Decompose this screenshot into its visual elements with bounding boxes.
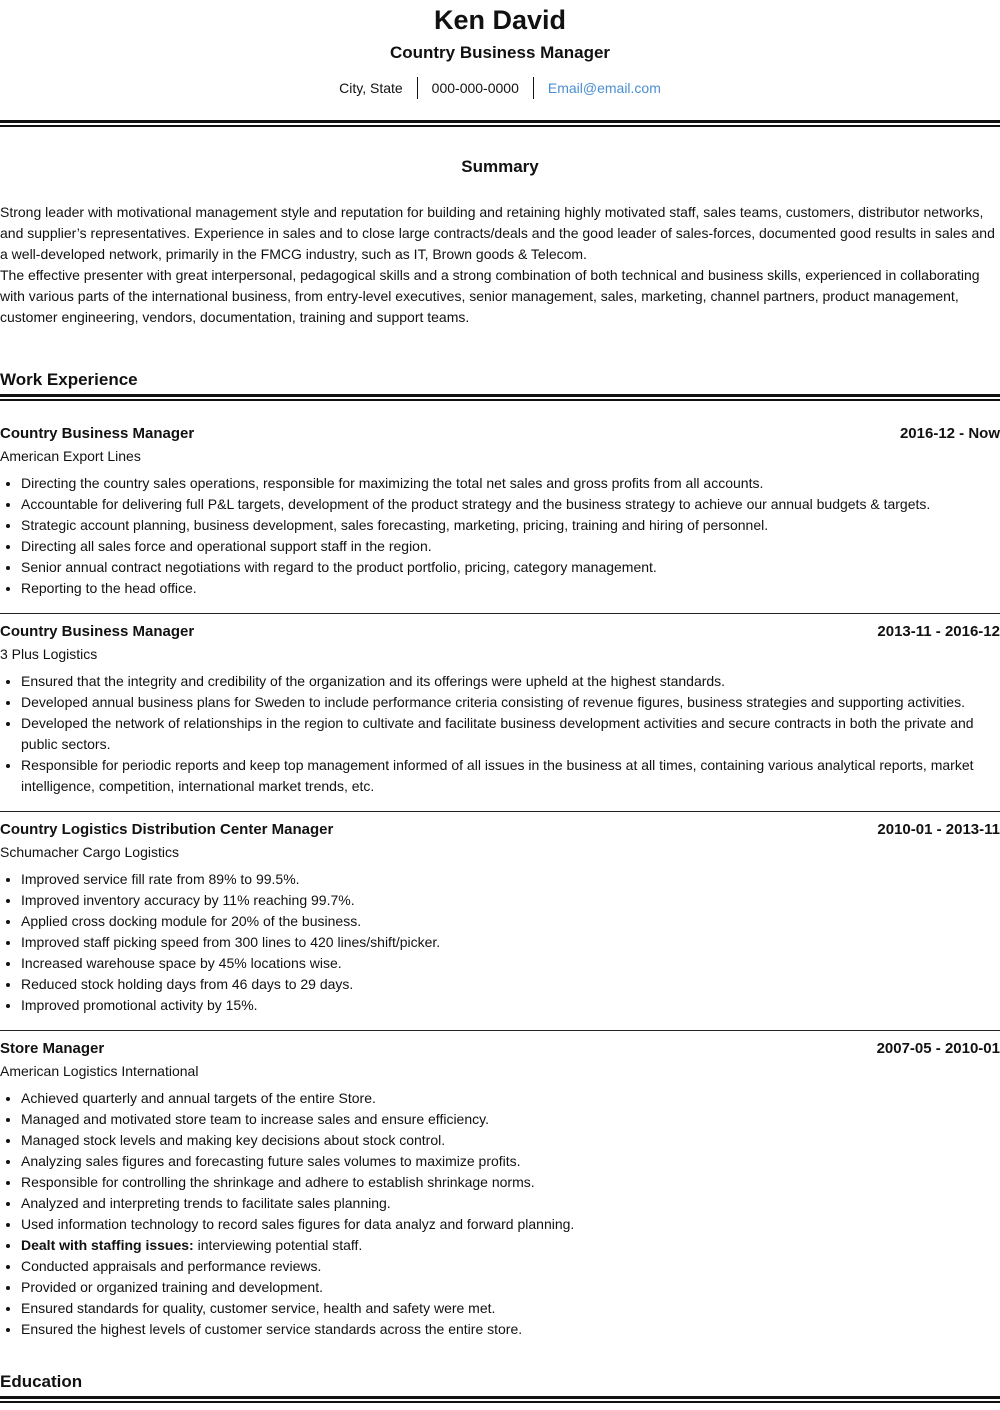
list-item: • Improved inventory accuracy by 11% reaching 99.7%. (21, 890, 1000, 911)
list-item: • Accountable for delivering full P&L targets, development of the product strategy and the business strategy to achieve our annual budgets & targets. (21, 494, 1000, 515)
list-item (21, 1235, 1000, 1256)
section-divider (0, 1396, 1000, 1404)
contact-bar (0, 77, 1000, 99)
list-item: • Applied cross docking module for 20% of the business. (21, 911, 1000, 932)
job-company: 3 Plus Logistics (0, 646, 98, 662)
list-item: • Directing all sales force and operational support staff in the region. (21, 536, 1000, 557)
job-bullets (0, 473, 1000, 599)
list-item: • Improved service fill rate from 89% to 99.5%. (21, 869, 1000, 890)
job-dates: 2013-11 - 2016-12 (877, 623, 1000, 640)
job-dates: 2010-01 - 2013-11 (877, 821, 1000, 838)
list-item: • Used information technology to record sales figures for data analyz and forward planning. (21, 1214, 1000, 1235)
list-item: • Strategic account planning, business development, sales forecasting, marketing, pricing, training and hiring of personnel. (21, 515, 1000, 536)
job-entry (0, 423, 1000, 599)
job-divider (0, 811, 1000, 812)
list-item: • Responsible for controlling the shrinkage and adhere to establish shrinkage norms. (21, 1172, 1000, 1193)
staffing-label: Dealt with staffing issues: (21, 1237, 194, 1253)
list-item: • Reporting to the head office. (21, 578, 1000, 599)
list-item: • Ensured standards for quality, customer service, health and safety were met. (21, 1298, 1000, 1319)
job-header (0, 819, 1000, 841)
job-company: American Export Lines (0, 448, 141, 464)
header-divider (0, 120, 1000, 128)
job-title: Country Business Manager (0, 425, 195, 442)
list-item: • Managed stock levels and making key decisions about stock control. (21, 1130, 1000, 1151)
list-item: • Developed annual business plans for Sweden to include performance criteria consisting of revenue figures, business strategies and supporting activities. (21, 692, 1000, 713)
list-item: • Analyzing sales figures and forecasting future sales volumes to maximize profits. (21, 1151, 1000, 1172)
list-item: • Responsible for periodic reports and keep top management informed of all issues in the business at all times, containing various analytical reports, market intelligence, competition, international market trends, etc. (21, 755, 1000, 797)
summary-paragraph: Strong leader with motivational management style and reputation for building and retaining highly motivated staff, sales teams, customers, distributor networks, and supplier’s representatives. Experience in sales and to close large contracts/deals and the good leader of sales-forces, documented good results in sales and a well-developed network, primarily in the FMCG industry, such as IT, Brown goods & Telecom. (0, 204, 995, 262)
job-title: Store Manager (0, 1040, 105, 1057)
education-heading: Education (0, 1372, 83, 1391)
job-divider (0, 613, 1000, 614)
list-item: • Improved promotional activity by 15%. (21, 995, 1000, 1016)
list-item: • Improved staff picking speed from 300 lines to 420 lines/shift/picker. (21, 932, 1000, 953)
job-entry (0, 1038, 1000, 1340)
list-item: • Ensured the highest levels of customer service standards across the entire store. (21, 1319, 1000, 1340)
list-item: • Achieved quarterly and annual targets of the entire Store. (21, 1088, 1000, 1109)
job-entry (0, 621, 1000, 797)
job-header (0, 621, 1000, 643)
list-item: • Provided or organized training and development. (21, 1277, 1000, 1298)
job-company: American Logistics International (0, 1063, 199, 1079)
job-header (0, 423, 1000, 445)
contact-email-link[interactable]: Email@email.com (547, 80, 661, 96)
list-item: • Developed the network of relationships in the region to cultivate and facilitate business development activities and secure contracts in both the private and public sectors. (21, 713, 1000, 755)
list-item: • Increased warehouse space by 45% locations wise. (21, 953, 1000, 974)
contact-location: City, State (339, 80, 403, 96)
job-bullets (0, 869, 1000, 1016)
job-header (0, 1038, 1000, 1060)
section-divider (0, 394, 1000, 402)
summary-paragraph: The effective presenter with great interpersonal, pedagogical skills and a strong combination of both technical and business skills, experienced in collaborating with various parts of the international business, from entry-level executives, senior management, sales, marketing, channel partners, product management, customer engineering, vendors, documentation, training and support teams. (0, 267, 980, 325)
job-dates: 2016-12 - Now (899, 425, 1000, 442)
list-item: • Analyzed and interpreting trends to facilitate sales planning. (21, 1193, 1000, 1214)
list-item: • Senior annual contract negotiations with regard to the product portfolio, pricing, category management. (21, 557, 1000, 578)
job-dates: 2007-05 - 2010-01 (876, 1040, 1000, 1057)
list-item: • Directing the country sales operations, responsible for maximizing the total net sales and gross profits from all accounts. (21, 473, 1000, 494)
job-entry (0, 819, 1000, 1016)
contact-phone: 000-000-0000 (431, 80, 519, 96)
list-item: • Conducted appraisals and performance reviews. (21, 1256, 1000, 1277)
job-divider (0, 1030, 1000, 1031)
job-bullets (0, 671, 1000, 797)
work-experience-heading: Work Experience (0, 370, 138, 389)
candidate-title: Country Business Manager (389, 43, 611, 62)
staffing-text: interviewing potential staff. (193, 1237, 363, 1253)
job-company: Schumacher Cargo Logistics (0, 844, 179, 860)
list-item: • Reduced stock holding days from 46 days to 29 days. (21, 974, 1000, 995)
job-title: Country Business Manager (0, 623, 195, 640)
list-item: • Managed and motivated store team to increase sales and ensure efficiency. (21, 1109, 1000, 1130)
summary-heading: Summary (461, 157, 539, 176)
list-item: • Ensured that the integrity and credibility of the organization and its offerings were upheld at the highest standards. (21, 671, 1000, 692)
job-title: Country Logistics Distribution Center Manager (0, 821, 334, 838)
candidate-name: Ken David (433, 5, 567, 35)
job-bullets (0, 1088, 1000, 1340)
